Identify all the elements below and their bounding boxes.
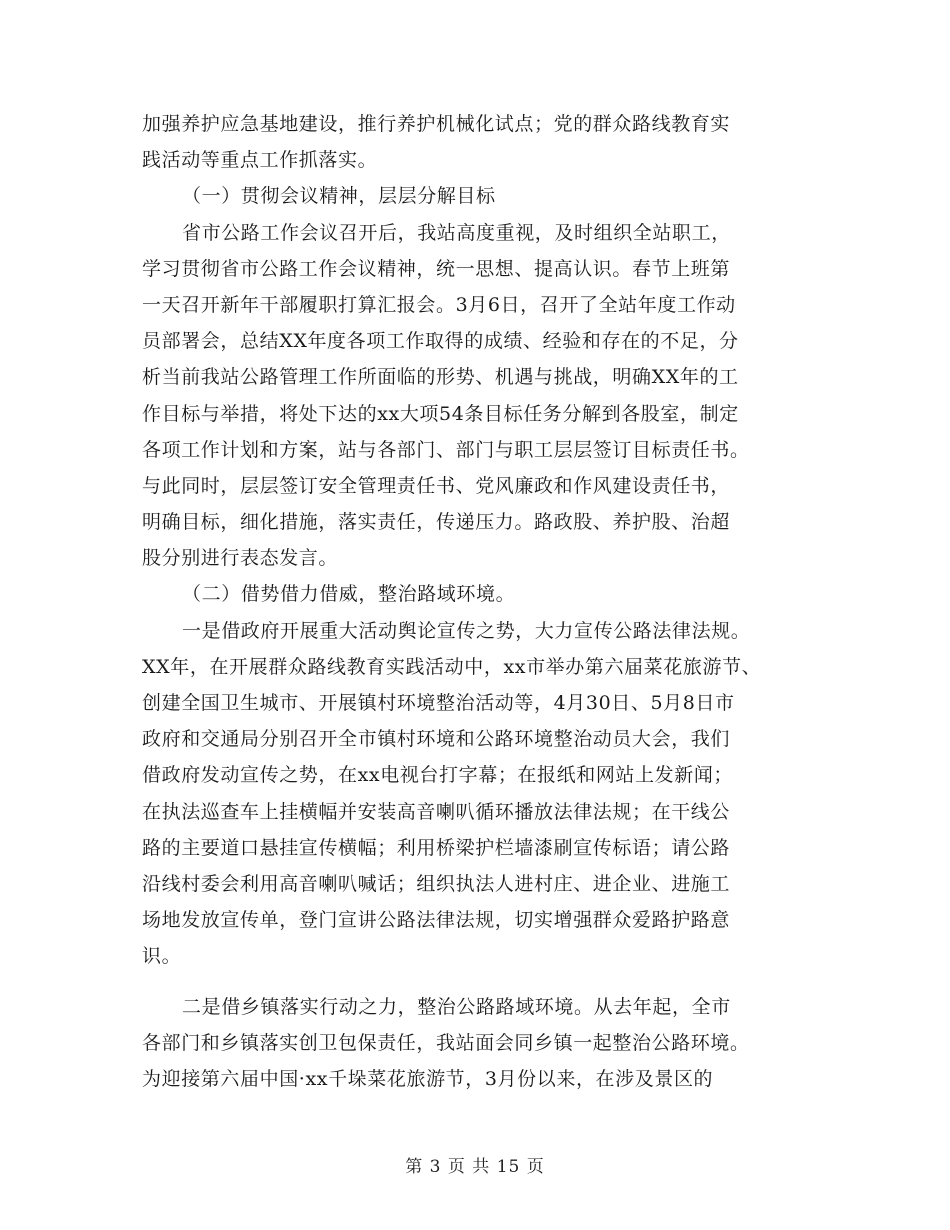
text-line: 路的主要道口悬挂宣传横幅；利用桥梁护栏墙漆刷宣传标语；请公路 bbox=[142, 836, 731, 859]
text-line: 析当前我站公路管理工作所面临的形势、机遇与挑战，明确XX年的工 bbox=[142, 366, 739, 389]
page-footer bbox=[0, 1152, 950, 1177]
text-line: 员部署会，总结XX年度各项工作取得的成绩、经验和存在的不足，分 bbox=[142, 330, 739, 353]
text-line: XX年，在开展群众路线教育实践活动中，xx市举办第六届菜花旅游节、 bbox=[142, 655, 762, 678]
text-line: 场地发放宣传单，登门宣讲公路法律法规，切实增强群众爱路护路意 bbox=[142, 909, 731, 932]
text-line: 学习贯彻省市公路工作会议精神，统一思想、提高认识。春节上班第 bbox=[142, 257, 731, 280]
text-line: 沿线村委会利用高音喇叭喊话；组织执法人进村庄、进企业、进施工 bbox=[142, 872, 731, 895]
text-line: 一是借政府开展重大活动舆论宣传之势，大力宣传公路法律法规。 bbox=[182, 619, 751, 642]
text-line: 在执法巡查车上挂横幅并安装高音喇叭循环播放法律法规；在干线公 bbox=[142, 800, 731, 823]
document-body bbox=[142, 106, 822, 1097]
text-line: 创建全国卫生城市、开展镇村环境整治活动等，4月30日、5月8日市 bbox=[142, 692, 735, 714]
text-line: 加强养护应急基地建设，推行养护机械化试点；党的群众路线教育实 bbox=[142, 113, 731, 135]
text-line: 各部门和乡镇落实创卫包保责任，我站面会同乡镇一起整治公路环境。 bbox=[142, 1031, 750, 1054]
section-heading-2: （二）借势借力借威，整治路域环境。 bbox=[182, 583, 516, 606]
text-line: 识。 bbox=[142, 945, 182, 968]
text-line: 一天召开新年干部履职打算汇报会。3月6日，召开了全站年度工作动 bbox=[142, 293, 736, 316]
text-line: 践活动等重点工作抓落实。 bbox=[142, 149, 378, 172]
text-line: 股分别进行表态发言。 bbox=[142, 547, 339, 570]
page-number-label: 第 3 页 共 15 页 bbox=[405, 1157, 545, 1177]
text-line: 借政府发动宣传之势，在xx电视台打字幕；在报纸和网站上发新闻； bbox=[142, 764, 734, 787]
text-line: 明确目标，细化措施，落实责任，传递压力。路政股、养护股、治超 bbox=[142, 511, 731, 534]
text-line: 省市公路工作会议召开后，我站高度重视，及时组织全站职工， bbox=[182, 221, 731, 244]
text-line: 作目标与举措，将处下达的xx大项54条目标任务分解到各股室，制定 bbox=[142, 402, 739, 425]
text-line: 政府和交通局分别召开全市镇村环境和公路环境整治动员大会，我们 bbox=[142, 728, 731, 751]
text-line: 与此同时，层层签订安全管理责任书、党风廉政和作风建设责任书， bbox=[142, 474, 731, 497]
text-line: 二是借乡镇落实行动之力，整治公路路域环境。从去年起，全市 bbox=[182, 995, 731, 1018]
section-heading-1: （一）贯彻会议精神，层层分解目标 bbox=[182, 185, 496, 208]
text-line: 为迎接第六届中国·xx千垛菜花旅游节，3月份以来，在涉及景区的 bbox=[142, 1067, 714, 1090]
text-line: 各项工作计划和方案，站与各部门、部门与职工层层签订目标责任书。 bbox=[142, 438, 750, 461]
